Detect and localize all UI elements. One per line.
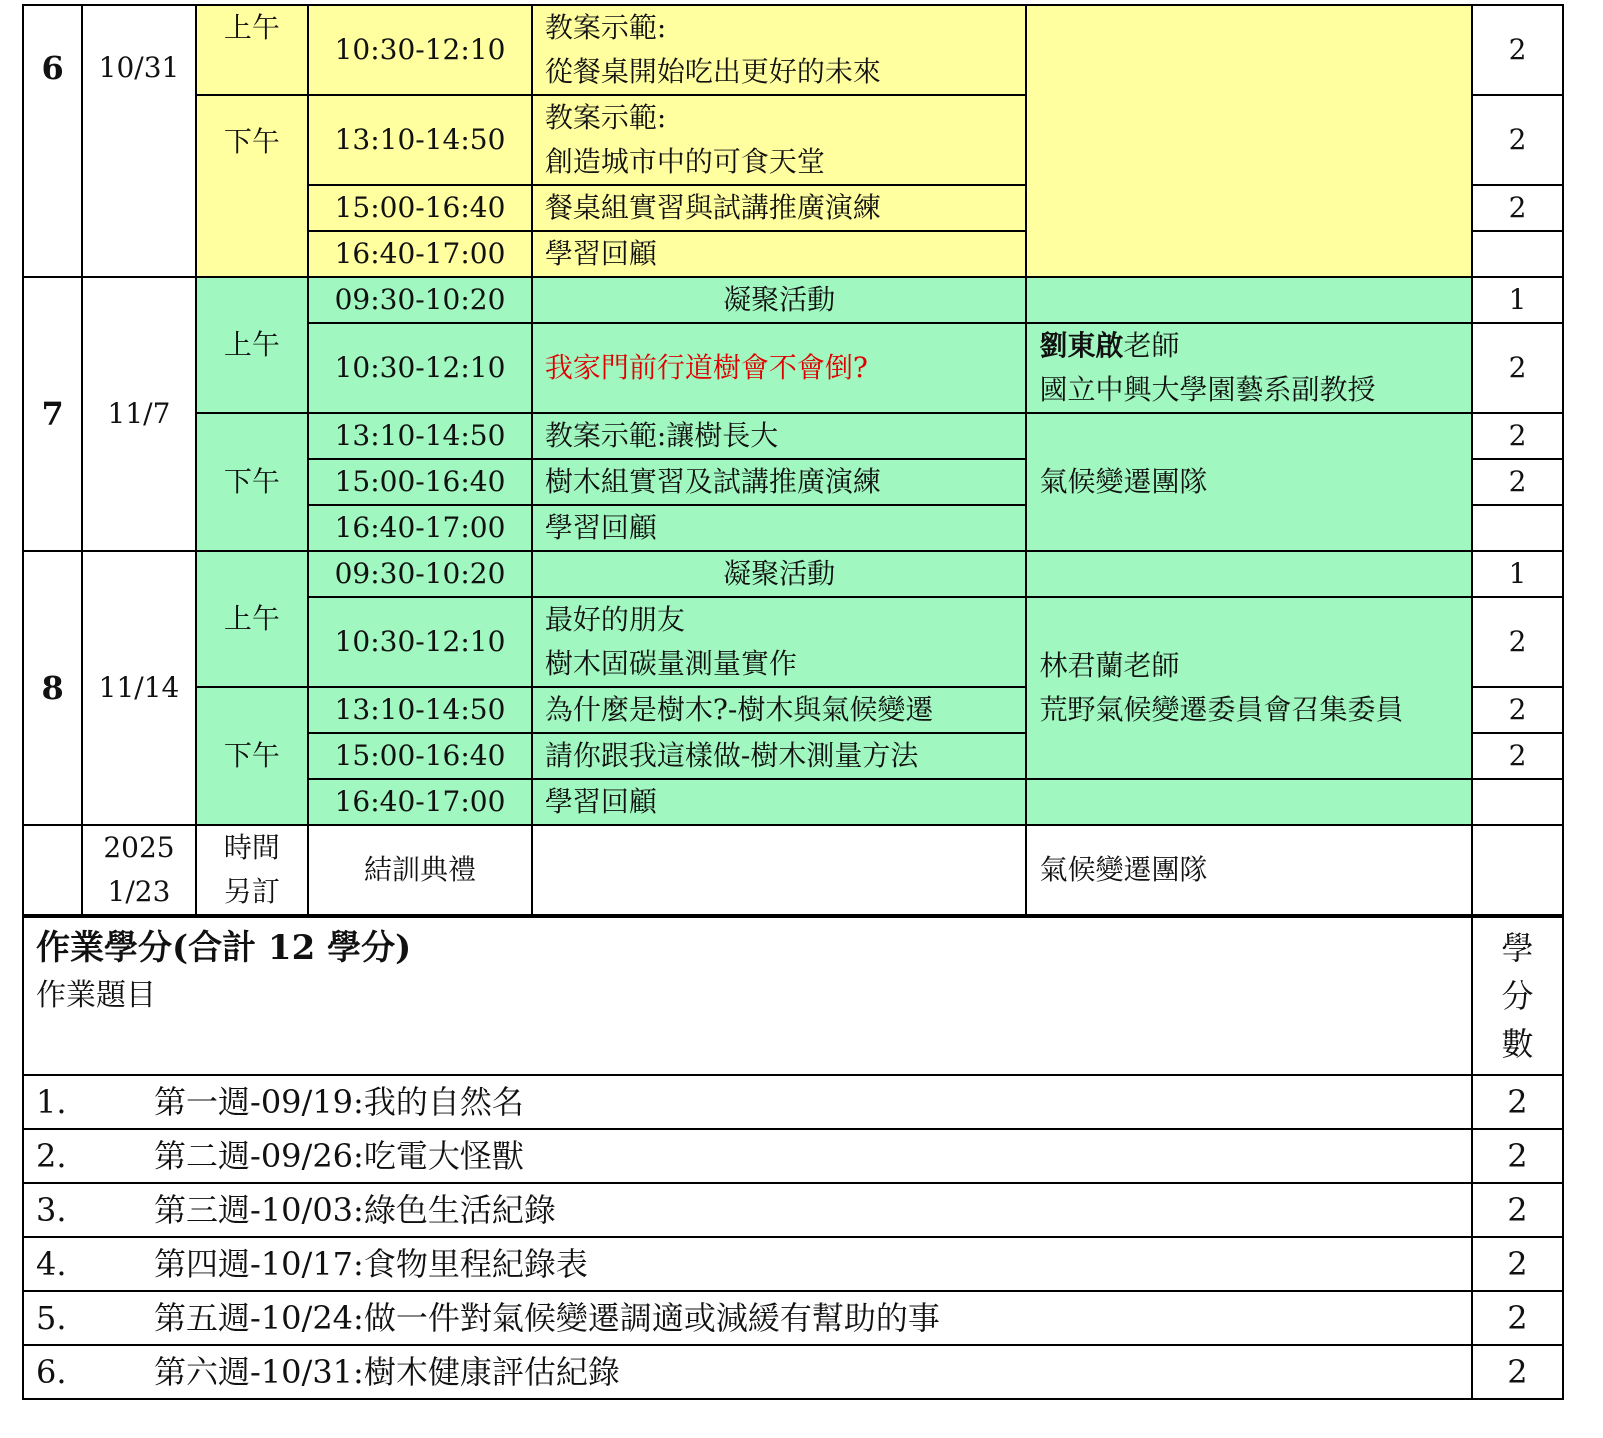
session-topic: 學習回顧 [532,231,1027,277]
credit-cell [1472,779,1563,825]
item-text: 第一週-09/19:我的自然名 [154,1083,524,1121]
session-topic: 凝聚活動 [532,551,1027,597]
item-text: 第二週-09/26:吃電大怪獸 [154,1137,524,1175]
credit-cell [1472,505,1563,551]
item-number: 4. [36,1245,67,1283]
course-schedule-table [22,4,1564,916]
session-topic [532,825,1027,915]
speaker-cell [1026,5,1472,277]
homework-subtitle: 作業題目 [36,978,156,1013]
credit-cell: 2 [1472,5,1563,95]
item-number: 3. [36,1191,67,1229]
homework-item [23,1183,1563,1237]
time-slot: 15:00-16:40 [308,459,532,505]
time-slot: 10:30-12:10 [308,597,532,687]
speaker-cell [1026,551,1472,597]
item-credit: 2 [1472,1291,1563,1345]
credit-cell: 2 [1472,185,1563,231]
period-cell: 時間 另訂 [196,825,308,915]
item-credit: 2 [1472,1345,1563,1399]
speaker-title: 國立中興大學園藝系副教授 [1039,373,1376,406]
time-slot: 09:30-10:20 [308,551,532,597]
homework-item [23,1237,1563,1291]
item-number: 1. [36,1083,67,1121]
credit-cell [1472,825,1563,915]
session-date: 11/7 [82,277,195,551]
closing-ceremony: 結訓典禮 [308,825,532,915]
item-number: 5. [36,1299,67,1337]
time-slot: 10:30-12:10 [308,323,532,413]
credit-cell: 2 [1472,597,1563,687]
item-number: 2. [36,1137,67,1175]
speaker-name: 劉東啟 [1039,329,1124,362]
homework-item [23,1075,1563,1129]
session-number [23,825,82,915]
session-topic: 凝聚活動 [532,277,1027,323]
session-topic: 學習回顧 [532,505,1027,551]
closing-ceremony-row [23,825,1563,915]
time-slot: 15:00-16:40 [308,185,532,231]
credit-header: 學 分 數 [1472,917,1563,1075]
time-slot: 13:10-14:50 [308,687,532,733]
item-number: 6. [36,1353,67,1391]
speaker-cell: 氣候變遷團隊 [1026,825,1472,915]
session-number: 6 [23,5,82,277]
session-topic: 請你跟我這樣做-樹木測量方法 [532,733,1027,779]
time-slot: 13:10-14:50 [308,413,532,459]
period-morning: 上午 [196,5,308,95]
credit-cell: 2 [1472,733,1563,779]
credit-cell: 2 [1472,323,1563,413]
schedule-document [22,4,1564,1400]
session-topic: 學習回顧 [532,779,1027,825]
period-afternoon: 下午 [196,95,308,277]
session-number: 7 [23,277,82,551]
period-morning: 上午 [196,277,308,413]
session-8-row-1 [23,551,1563,597]
session-topic: 樹木組實習及試講推廣演練 [532,459,1027,505]
time-slot: 16:40-17:00 [308,505,532,551]
credit-cell: 2 [1472,413,1563,459]
homework-item [23,1345,1563,1399]
session-7-row-3 [23,413,1563,459]
session-topic: 教案示範: 從餐桌開始吃出更好的未來 [532,5,1027,95]
item-text: 第五週-10/24:做一件對氣候變遷調適或減緩有幫助的事 [154,1299,940,1337]
homework-header-row [23,917,1563,1075]
homework-item [23,1291,1563,1345]
homework-title: 作業學分(合計 12 學分) [36,928,412,968]
session-topic: 教案示範: 創造城市中的可食天堂 [532,95,1027,185]
item-credit: 2 [1472,1183,1563,1237]
speaker-cell [1026,277,1472,323]
period-afternoon: 下午 [196,413,308,551]
session-6-row-1 [23,5,1563,95]
speaker-cell [1026,779,1472,825]
homework-credits-table [22,916,1564,1400]
credit-cell: 2 [1472,459,1563,505]
homework-item [23,1129,1563,1183]
speaker-cell: 氣候變遷團隊 [1026,413,1472,551]
item-text: 第四週-10/17:食物里程紀錄表 [154,1245,588,1283]
item-credit: 2 [1472,1075,1563,1129]
item-text: 第六週-10/31:樹木健康評估紀錄 [154,1353,620,1391]
session-topic: 教案示範:讓樹長大 [532,413,1027,459]
credit-cell: 1 [1472,551,1563,597]
session-date: 11/14 [82,551,195,825]
credit-cell: 2 [1472,687,1563,733]
session-topic: 餐桌組實習與試講推廣演練 [532,185,1027,231]
speaker-cell: 林君蘭老師 荒野氣候變遷委員會召集委員 [1026,597,1472,779]
time-slot: 13:10-14:50 [308,95,532,185]
time-slot: 16:40-17:00 [308,231,532,277]
speaker-suffix: 老師 [1123,329,1180,362]
item-credit: 2 [1472,1237,1563,1291]
time-slot: 16:40-17:00 [308,779,532,825]
period-afternoon: 下午 [196,687,308,825]
period-morning: 上午 [196,551,308,687]
session-topic: 我家門前行道樹會不會倒? [532,323,1027,413]
session-number: 8 [23,551,82,825]
session-7-row-1 [23,277,1563,323]
credit-cell: 2 [1472,95,1563,185]
session-topic: 為什麼是樹木?-樹木與氣候變遷 [532,687,1027,733]
time-slot: 15:00-16:40 [308,733,532,779]
item-credit: 2 [1472,1129,1563,1183]
item-text: 第三週-10/03:綠色生活紀錄 [154,1191,556,1229]
credit-cell: 1 [1472,277,1563,323]
speaker-cell [1026,323,1472,413]
session-topic: 最好的朋友 樹木固碳量測量實作 [532,597,1027,687]
session-date: 10/31 [82,5,195,277]
session-date: 2025 1/23 [82,825,195,915]
time-slot: 10:30-12:10 [308,5,532,95]
time-slot: 09:30-10:20 [308,277,532,323]
credit-cell [1472,231,1563,277]
